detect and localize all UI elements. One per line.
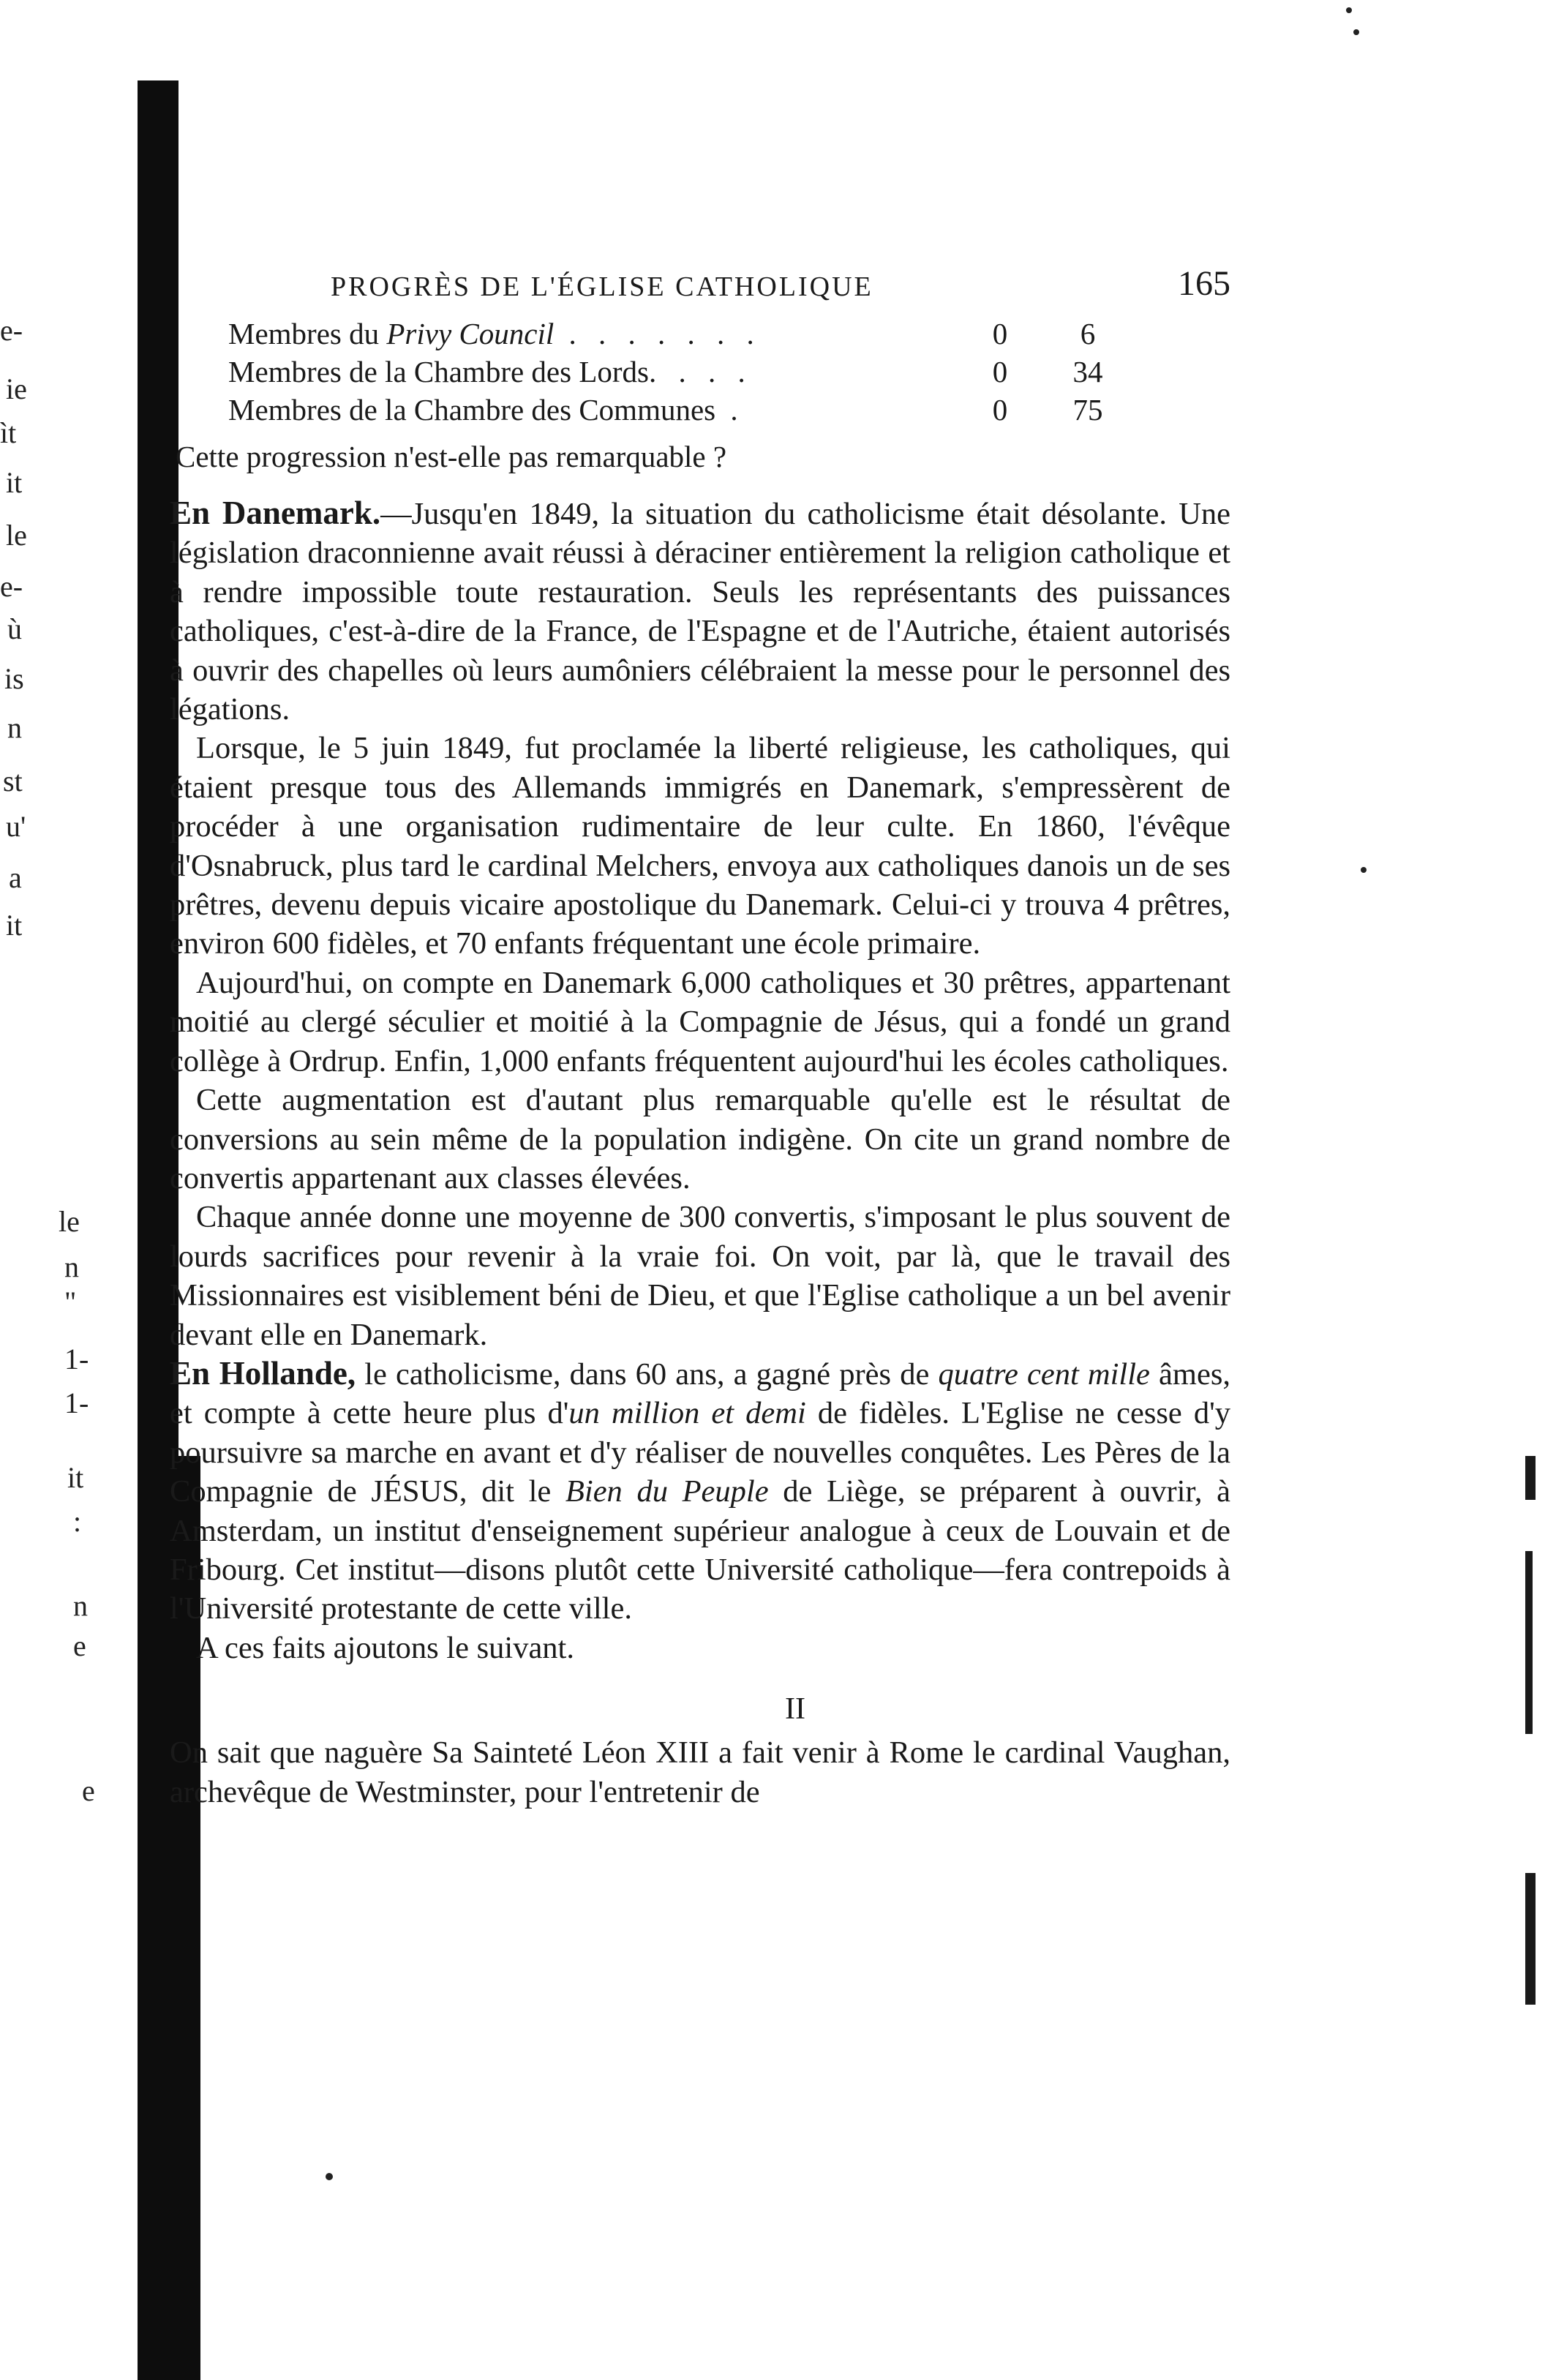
margin-fragment: ie	[6, 372, 27, 405]
running-head	[170, 263, 1230, 315]
margin-fragment: n	[64, 1250, 79, 1283]
margin-fragment: e	[82, 1774, 95, 1807]
paragraph: Lorsque, le 5 juin 1849, fut proclamée la liberté religieuse, les catholiques, qui étaient presque tous des Allemands immigrés en Danemark, s'empressèrent de procéder à une organisation rudimentaire de leur culte. En 1860, l'évêque d'Osnabruck, plus tard le cardinal Melchers, envoya aux catholiques danois un de ses prêtres, devenu depuis vicaire apostolique du Danemark. Celui-ci y trouva 4 prêtres, environ 600 fidèles, et 70 enfants fréquentant une école primaire.	[170, 731, 1230, 961]
margin-fragment: n	[7, 711, 22, 744]
row-label: Membres de la Chambre des Communes .	[228, 393, 745, 427]
paragraph: Aujourd'hui, on compte en Danemark 6,000 catholiques et 30 prêtres, appartenant moitié au clergé séculier et moitié à la Compagnie de Jésus, qui a fondé un grand collège à Ordrup. Enfin, 1,000 enfants fréquentent aujourd'hui les écoles catholiques.	[170, 965, 1230, 1078]
section-numeral: II	[785, 1692, 805, 1727]
value-before: 0	[992, 355, 1008, 388]
paragraph: A ces faits ajoutons le suivant.	[196, 1630, 574, 1665]
margin-fragment: le	[6, 519, 27, 552]
margin-fragment: it	[6, 909, 23, 942]
value-before: 0	[992, 393, 1008, 427]
margin-fragment: :	[73, 1505, 82, 1538]
scan-speck	[1346, 7, 1352, 13]
scan-edge-mark	[1525, 1551, 1533, 1734]
value-before: 0	[992, 317, 1008, 350]
running-head-title: PROGRÈS DE L'ÉGLISE CATHOLIQUE	[331, 271, 873, 302]
margin-fragment: 1-	[64, 1343, 89, 1375]
margin-fragment: n	[73, 1589, 88, 1622]
table-row	[228, 391, 1135, 429]
margin-fragment: ìt	[0, 416, 17, 449]
margin-fragment: u'	[6, 810, 26, 843]
paragraph-danemark-intro: En Danemark.—Jusqu'en 1849, la situation du catholicisme était désolante. Une législation draconnienne avait réussi à déraciner entièrement la religion catholique et à rendre impossible toute restauration. Seuls les représentants des puissances catholiques, c'est-à-dire de la France, de l'Espagne et de l'Autriche, étaient autorisés à ouvrir des chapelles où leurs aumôniers célébraient la messe pour le personnel des légations.	[170, 495, 1231, 727]
margin-fragment: le	[59, 1205, 80, 1238]
page-number: 165	[1178, 264, 1230, 303]
row-label: Membres du Privy Council . . . . . . .	[228, 317, 762, 350]
paragraph-hollande: En Hollande, le catholicisme, dans 60 ans, a gagné près de quatre cent mille âmes, et compte à cette heure plus d'un million et demi de fidèles. L'Eglise ne cesse d'y poursuivre sa marche en avant et d'y réaliser de nouvelles conquêtes. Les Pères de la Compagnie de JÉSUS, dit le Bien du Peuple de Liège, se préparent à ouvrir, à Amsterdam, un institut d'enseignement supérieur analogue à ceux de Louvain et de Fribourg. Cet institut—disons plutôt cette Université catholique—fera contrepoids à l'Université protestante de cette ville.	[170, 1354, 1231, 1626]
margin-fragment: it	[6, 466, 23, 499]
margin-fragment: e-	[0, 314, 23, 347]
margin-fragment: 1-	[64, 1386, 89, 1419]
scan-speck	[1353, 29, 1359, 35]
value-after: 34	[1072, 355, 1103, 388]
paragraph: Cette augmentation est d'autant plus remarquable qu'elle est le résultat de conversions au sein même de la population indigène. On cite un grand nombre de convertis appartenant aux classes élevées.	[170, 1083, 1230, 1195]
paragraph: Chaque année donne une moyenne de 300 convertis, s'imposant le plus souvent de lourds sacrifices pour revenir à la vraie foi. On voit, par là, que le travail des Missionnaires est visiblement béni de Dieu, et que l'Eglise catholique a un bel avenir devant elle en Danemark.	[170, 1200, 1230, 1352]
scan-speck	[326, 2173, 333, 2180]
margin-fragment: st	[3, 765, 23, 797]
margin-fragment: e	[73, 1629, 86, 1662]
value-after: 75	[1072, 393, 1103, 427]
statistics-table	[228, 315, 1135, 429]
paragraph: On sait que naguère Sa Sainteté Léon XIII a fait venir à Rome le cardinal Vaughan, archevêque de Westminster, pour l'entretenir de	[170, 1735, 1230, 1809]
margin-fragment: ù	[7, 612, 22, 645]
margin-fragment: it	[67, 1461, 84, 1494]
scan-edge-mark	[1525, 1873, 1536, 2005]
book-page	[170, 263, 1230, 1812]
rhetorical-question: Cette progression n'est-elle pas remarquable ?	[176, 440, 727, 473]
section-lead-hollande: En Hollande,	[170, 1354, 356, 1392]
scan-edge-mark	[1525, 1456, 1536, 1500]
row-label: Membres de la Chambre des Lords. . . .	[228, 355, 753, 388]
table-row	[228, 353, 1135, 391]
table-row	[228, 315, 1135, 353]
margin-fragment: "	[64, 1285, 77, 1318]
margin-fragment: e-	[0, 570, 23, 603]
value-after: 6	[1080, 317, 1096, 350]
margin-fragment: is	[4, 662, 24, 695]
margin-fragment: a	[9, 861, 22, 894]
scan-speck	[1361, 867, 1367, 873]
section-lead-danemark: En Danemark.	[170, 495, 381, 531]
